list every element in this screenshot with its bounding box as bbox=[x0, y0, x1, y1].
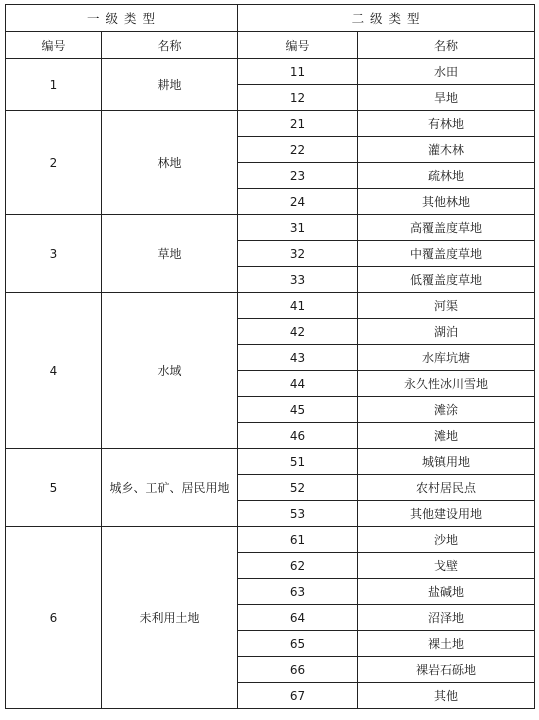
level2-name-cell: 灌木林 bbox=[358, 137, 535, 163]
level2-code-cell: 61 bbox=[238, 527, 358, 553]
level2-code-cell: 32 bbox=[238, 241, 358, 267]
level2-code-cell: 45 bbox=[238, 397, 358, 423]
level2-header: 二 级 类 型 bbox=[238, 5, 535, 32]
level2-code-cell: 63 bbox=[238, 579, 358, 605]
column-header-row bbox=[6, 32, 535, 59]
level2-code-cell: 31 bbox=[238, 215, 358, 241]
table-row bbox=[6, 449, 535, 475]
level1-code-header: 编号 bbox=[6, 32, 102, 59]
level2-code-cell: 46 bbox=[238, 423, 358, 449]
level2-code-cell: 23 bbox=[238, 163, 358, 189]
level1-name-cell: 草地 bbox=[102, 215, 238, 293]
level2-code-cell: 24 bbox=[238, 189, 358, 215]
level1-name-header: 名称 bbox=[102, 32, 238, 59]
level2-code-cell: 11 bbox=[238, 59, 358, 85]
level2-name-cell: 旱地 bbox=[358, 85, 535, 111]
level2-name-cell: 疏林地 bbox=[358, 163, 535, 189]
level2-name-cell: 低覆盖度草地 bbox=[358, 267, 535, 293]
level2-name-cell: 沼泽地 bbox=[358, 605, 535, 631]
level2-name-cell: 高覆盖度草地 bbox=[358, 215, 535, 241]
level1-code-cell: 2 bbox=[6, 111, 102, 215]
level2-code-cell: 65 bbox=[238, 631, 358, 657]
table-row bbox=[6, 527, 535, 553]
level2-name-cell: 农村居民点 bbox=[358, 475, 535, 501]
level2-name-cell: 城镇用地 bbox=[358, 449, 535, 475]
table-body bbox=[6, 59, 535, 709]
level2-code-cell: 64 bbox=[238, 605, 358, 631]
level2-code-cell: 21 bbox=[238, 111, 358, 137]
level2-code-cell: 62 bbox=[238, 553, 358, 579]
level2-code-cell: 53 bbox=[238, 501, 358, 527]
level2-name-cell: 水田 bbox=[358, 59, 535, 85]
land-use-classification-table bbox=[5, 4, 535, 709]
level2-name-header: 名称 bbox=[358, 32, 535, 59]
level2-name-cell: 有林地 bbox=[358, 111, 535, 137]
level2-name-cell: 永久性冰川雪地 bbox=[358, 371, 535, 397]
level1-code-cell: 5 bbox=[6, 449, 102, 527]
level1-name-cell: 耕地 bbox=[102, 59, 238, 111]
level2-name-cell: 其他建设用地 bbox=[358, 501, 535, 527]
level2-name-cell: 沙地 bbox=[358, 527, 535, 553]
level2-code-cell: 67 bbox=[238, 683, 358, 709]
level2-name-cell: 滩涂 bbox=[358, 397, 535, 423]
level2-name-cell: 湖泊 bbox=[358, 319, 535, 345]
level1-name-cell: 水域 bbox=[102, 293, 238, 449]
level2-name-cell: 滩地 bbox=[358, 423, 535, 449]
level2-code-cell: 44 bbox=[238, 371, 358, 397]
level2-code-cell: 41 bbox=[238, 293, 358, 319]
level2-name-cell: 戈壁 bbox=[358, 553, 535, 579]
level2-code-cell: 12 bbox=[238, 85, 358, 111]
level2-code-cell: 33 bbox=[238, 267, 358, 293]
level2-code-cell: 51 bbox=[238, 449, 358, 475]
table-row bbox=[6, 111, 535, 137]
level1-code-cell: 3 bbox=[6, 215, 102, 293]
group-header-row bbox=[6, 5, 535, 32]
level1-name-cell: 林地 bbox=[102, 111, 238, 215]
level2-code-cell: 22 bbox=[238, 137, 358, 163]
level1-code-cell: 4 bbox=[6, 293, 102, 449]
table-row bbox=[6, 59, 535, 85]
level2-code-cell: 52 bbox=[238, 475, 358, 501]
level2-code-header: 编号 bbox=[238, 32, 358, 59]
level1-name-cell: 未利用土地 bbox=[102, 527, 238, 709]
level2-name-cell: 水库坑塘 bbox=[358, 345, 535, 371]
level2-name-cell: 中覆盖度草地 bbox=[358, 241, 535, 267]
level1-code-cell: 6 bbox=[6, 527, 102, 709]
level2-code-cell: 42 bbox=[238, 319, 358, 345]
level2-name-cell: 河渠 bbox=[358, 293, 535, 319]
level1-code-cell: 1 bbox=[6, 59, 102, 111]
table-row bbox=[6, 215, 535, 241]
level2-name-cell: 裸土地 bbox=[358, 631, 535, 657]
table-row bbox=[6, 293, 535, 319]
level2-name-cell: 盐碱地 bbox=[358, 579, 535, 605]
level2-name-cell: 裸岩石砾地 bbox=[358, 657, 535, 683]
level2-code-cell: 66 bbox=[238, 657, 358, 683]
level2-name-cell: 其他林地 bbox=[358, 189, 535, 215]
level2-name-cell: 其他 bbox=[358, 683, 535, 709]
level1-header: 一 级 类 型 bbox=[6, 5, 238, 32]
level2-code-cell: 43 bbox=[238, 345, 358, 371]
level1-name-cell: 城乡、工矿、居民用地 bbox=[102, 449, 238, 527]
